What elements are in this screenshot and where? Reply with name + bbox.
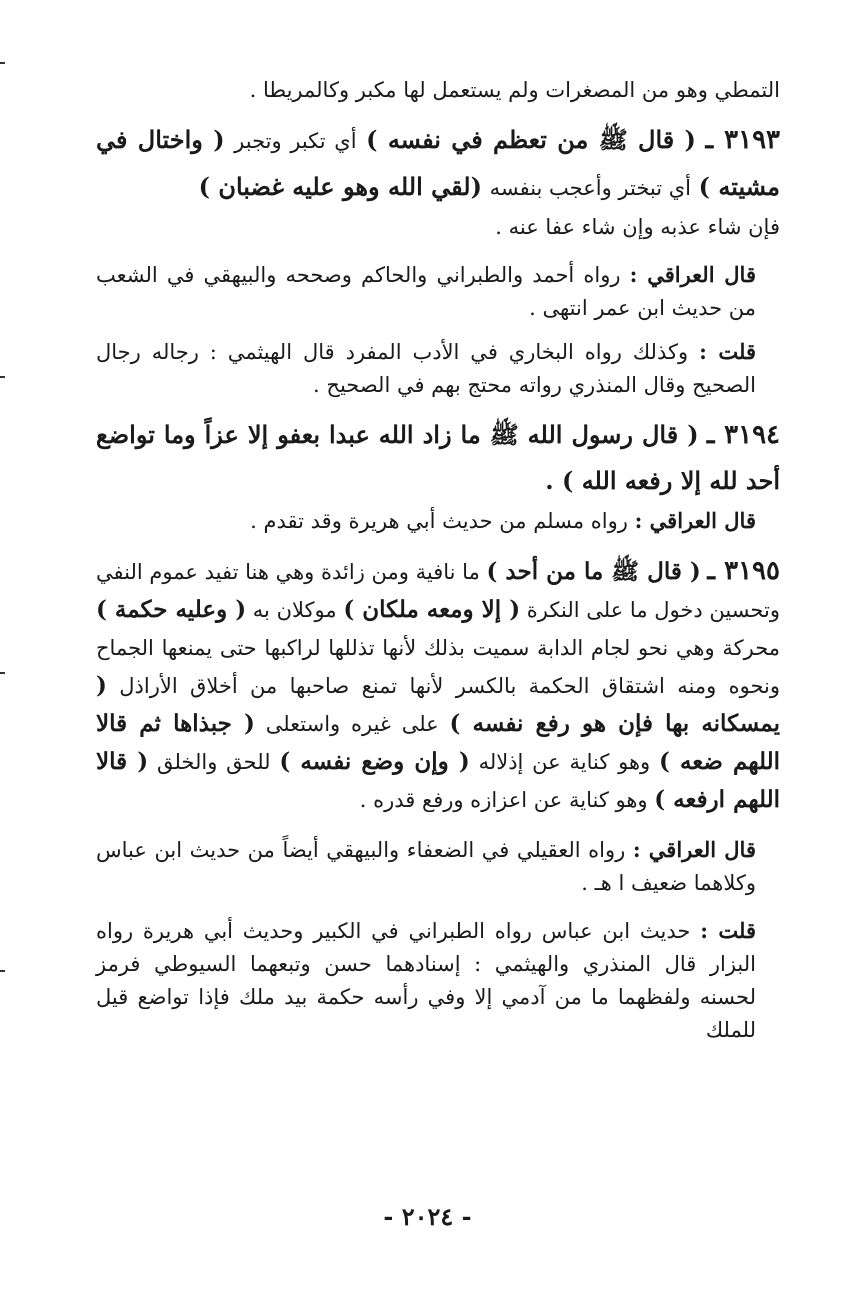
margin-tick: [0, 970, 5, 972]
hadith-quote: ( وإن وضع نفسه ): [279, 748, 470, 775]
page-number: - ٢٠٢٤ -: [383, 1202, 472, 1231]
iraqi-note-2: [96, 504, 780, 538]
qult-note-1: [96, 335, 780, 402]
margin-tick: [0, 376, 5, 378]
hadith-number: ٣١٩٤ ـ: [706, 420, 780, 450]
note-label: قال العراقي :: [634, 508, 756, 533]
hadith-quote: ( يمسكانه بها فإن هو رفع نفسه ): [96, 672, 780, 737]
hadith-3193: [96, 117, 780, 211]
hadith-3195: [96, 552, 780, 819]
commentary-line: فإن شاء عذبه وإن شاء عفا عنه .: [495, 215, 780, 239]
hadith-quote: ( قال رسول الله ﷺ ما زاد الله عبدا بعفو إلا عزاً وما تواضع أحد لله إلا رفعه الله ) .: [96, 420, 780, 495]
commentary: أي تبختر وأعجب بنفسه: [489, 176, 692, 200]
hadith-quote: (لقي الله وهو عليه غضبان ): [198, 172, 482, 201]
note-text: رواه العقيلي في الضعفاء والبيهقي أيضاً من حديث ابن عباس وكلاهما ضعيف ا هـ .: [96, 838, 756, 895]
commentary: أي تكبر وتجبر: [234, 129, 357, 153]
hadith-quote: ( واختال في مشيته ): [96, 125, 780, 201]
commentary: وهو كناية عن إذلاله: [478, 750, 651, 774]
commentary: للحق والخلق: [156, 750, 271, 774]
note-text: رواه مسلم من حديث أبي هريرة وقد تقدم .: [250, 509, 628, 533]
commentary: على غيره واستعلى: [265, 712, 439, 736]
commentary: وهو كناية عن اعزازه ورفع قدره .: [359, 788, 648, 812]
continuation-line: التمطي وهو من المصغرات ولم يستعمل لها مكبر وكالمريطا .: [249, 78, 780, 102]
note-label: قال العراقي :: [632, 837, 756, 862]
commentary: ما نافية ومن زائدة وهي هنا تفيد عموم النفي وتحسين دخول ما على النكرة: [96, 560, 780, 622]
hadith-quote: ( قال ﷺ من تعظم في نفسه ): [366, 125, 696, 154]
note-text: حديث ابن عباس رواه الطبراني في الكبير وحديث أبي هريرة رواه البزار قال المنذري والهيثمي : إسنادهما حسن وتبعهما السيوطي فرمز لحسنه ولفظهما ما من آدمي إلا وفي رأسه حكمة بيد ملك فإذا تواضع قيل للملك: [96, 919, 756, 1042]
margin-tick: [0, 672, 5, 674]
hadith-quote: ( جبذاها ثم قالا اللهم ضعه ): [96, 710, 780, 775]
commentary: محركة وهي نحو لجام الدابة سميت بذلك لأنها تذللها لراكبها حتى يمنعها الجماح ونحوه ومنه اشتقاق الحكمة بالكسر لأنها تمنع صاحبها من أخلاق الأراذل: [96, 636, 780, 698]
hadith-quote: ( قال ﷺ ما من أحد ): [486, 558, 701, 585]
page-body: [96, 74, 780, 1047]
hadith-number: ٣١٩٣ ـ: [705, 125, 780, 155]
note-label: قلت :: [700, 918, 756, 943]
margin-tick: [0, 62, 5, 64]
hadith-3194: [96, 412, 780, 504]
iraqi-note-3: [96, 833, 780, 900]
hadith-quote: ( إلا ومعه ملكان ): [343, 596, 521, 623]
note-label: قلت :: [699, 339, 756, 364]
hadith-quote: ( قالا اللهم ارفعه ): [96, 748, 780, 813]
commentary: موكلان به: [252, 598, 337, 622]
hadith-quote: ( وعليه حكمة ): [96, 596, 247, 623]
iraqi-note-1: [96, 258, 780, 325]
note-text: رواه أحمد والطبراني والحاكم وصححه والبيهقي في الشعب من حديث ابن عمر انتهى .: [96, 263, 756, 320]
qult-note-2: [96, 914, 780, 1047]
hadith-number: ٣١٩٥ ـ: [707, 556, 780, 586]
note-label: قال العراقي :: [629, 262, 756, 287]
note-text: وكذلك رواه البخاري في الأدب المفرد قال الهيثمي : رجاله رجال الصحيح وقال المنذري رواته محتج بهم في الصحيح .: [96, 340, 756, 397]
